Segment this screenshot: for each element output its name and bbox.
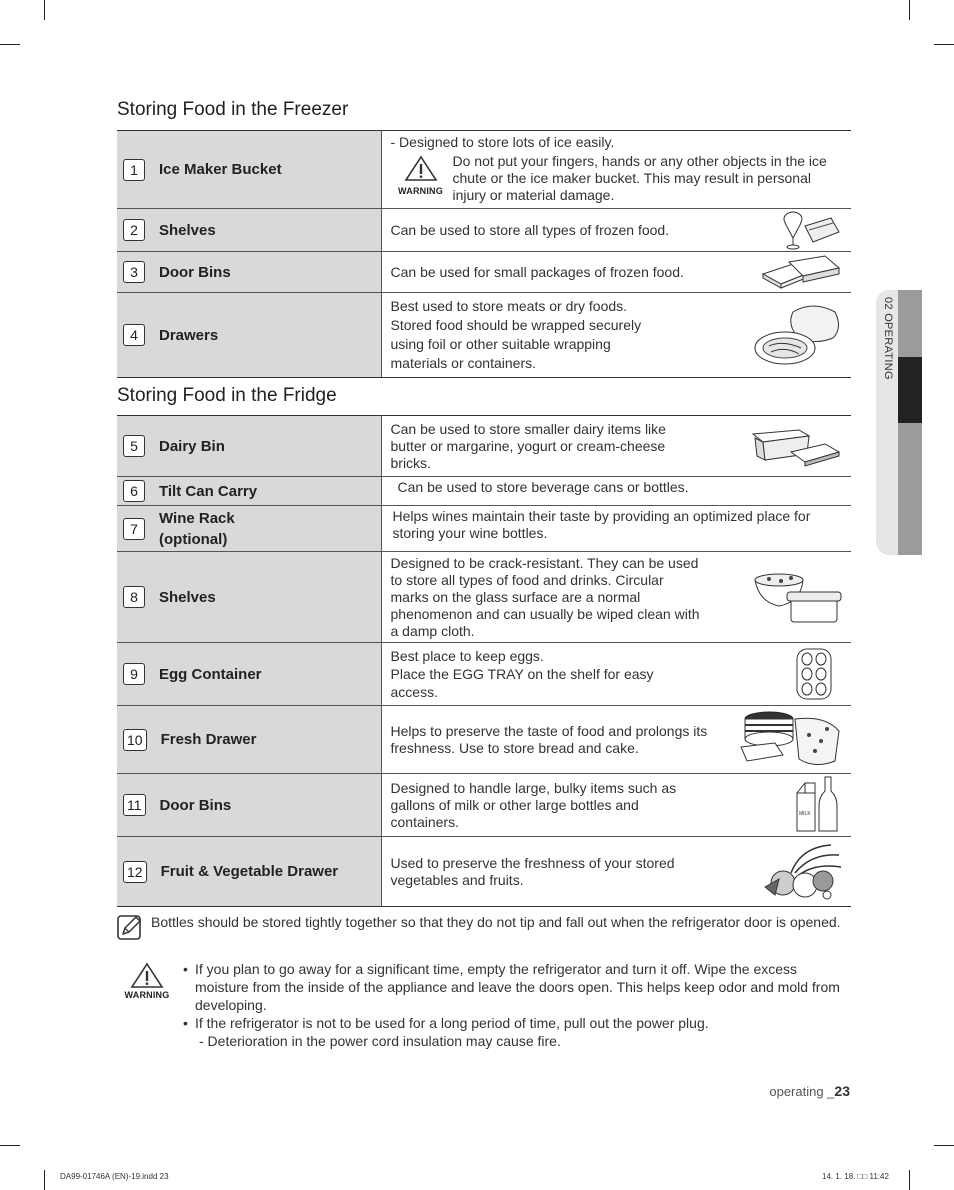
table-row xyxy=(117,131,851,209)
fridge-table xyxy=(117,415,851,907)
item-description: Helps to preserve the taste of food and prolongs its freshness. Use to store bread and cake. xyxy=(390,722,708,756)
milk-carton-label: MILK xyxy=(799,811,811,817)
item-number: 4 xyxy=(123,324,145,346)
item-name: Egg Container xyxy=(159,665,262,683)
item-description: Can be used for small packages of frozen food. xyxy=(390,263,684,280)
item-number: 12 xyxy=(123,861,147,883)
item-description: Helps wines maintain their taste by providing an optimized place for storing your wine bottles. xyxy=(392,508,811,541)
table-row xyxy=(117,252,851,293)
footer-section: operating _ xyxy=(769,1084,835,1099)
row-desc-cell xyxy=(381,131,851,209)
item-number: 10 xyxy=(123,729,147,751)
freezer-table xyxy=(117,130,851,378)
item-description: Can be used to store beverage cans or bottles. xyxy=(397,479,689,495)
item-number: 5 xyxy=(123,435,145,457)
row-label-cell xyxy=(117,552,381,643)
butter-dish-icon xyxy=(751,424,843,468)
item-description: Best place to keep eggs. Place the EGG TRAY on the shelf for easy access. xyxy=(390,648,654,700)
item-description: Designed to be crack-resistant. They can be used to store all types of food and drinks. Circular marks on the glass surface are a normal phenomenon and can usually be wiped clean with a damp cloth. xyxy=(390,554,700,639)
row-desc-cell xyxy=(381,706,851,774)
row-desc-cell xyxy=(381,506,851,552)
row-label-cell xyxy=(117,131,381,209)
item-number: 3 xyxy=(123,261,145,283)
item-number: 11 xyxy=(123,794,146,816)
item-number: 1 xyxy=(123,159,145,181)
item-description: Best used to store meats or dry foods. Stored food should be wrapped securely using foil or other suitable wrapping materials or containers. xyxy=(390,298,642,371)
row-desc-cell xyxy=(381,837,851,907)
page-number: 23 xyxy=(834,1083,850,1099)
item-number: 7 xyxy=(123,518,145,540)
item-name: Drawers xyxy=(159,326,219,344)
item-description: Can be used to store smaller dairy items like butter or margarine, yogurt or cream-cheese bricks. xyxy=(390,420,666,471)
note-text: Bottles should be stored tightly together so that they do not tip and fall out when the refrigerator door is opened. xyxy=(151,914,841,930)
crop-mark xyxy=(909,1170,910,1190)
item-number: 6 xyxy=(123,480,145,502)
freezer-section-title: Storing Food in the Freezer xyxy=(117,99,349,120)
list-item: • If you plan to go away for a significant time, empty the refrigerator and turn it off. Wipe the excess moisture from the inside of the appliance and leave the doors open. This helps keep odor and mold from developing. xyxy=(183,961,840,1013)
item-name: Shelves xyxy=(159,221,216,239)
warning-block xyxy=(117,960,851,1050)
warning-triangle-icon xyxy=(130,962,164,989)
fridge-section-title: Storing Food in the Fridge xyxy=(117,385,337,406)
side-tab-marker xyxy=(898,357,922,423)
ice-cream-icon xyxy=(779,210,843,250)
table-row xyxy=(117,293,851,378)
row-desc-cell xyxy=(381,774,851,837)
item-description: - Designed to store lots of ice easily. xyxy=(390,134,615,150)
item-number: 9 xyxy=(123,663,145,685)
crop-mark xyxy=(44,1170,45,1190)
table-row xyxy=(117,416,851,477)
item-description: Used to preserve the freshness of your stored vegetables and fruits. xyxy=(390,854,675,888)
row-label-cell xyxy=(117,506,381,552)
warning-bullet-text: If the refrigerator is not to be used for a long period of time, pull out the power plug. xyxy=(195,1015,709,1031)
item-number: 2 xyxy=(123,219,145,241)
item-name: Tilt Can Carry xyxy=(159,482,258,500)
table-row xyxy=(117,774,851,837)
warning-text: Do not put your fingers, hands or any other objects in the ice chute or the ice maker bucket. This may result in personal injury or material damage. xyxy=(452,153,827,203)
warning-icon-box xyxy=(117,960,177,1050)
crop-mark xyxy=(934,44,954,45)
item-name: Dairy Bin xyxy=(159,437,225,455)
item-name: Ice Maker Bucket xyxy=(159,161,282,178)
egg-tray-icon xyxy=(783,645,843,703)
warning-label: WARNING xyxy=(398,186,443,196)
item-description: Can be used to store all types of frozen food. xyxy=(390,221,670,238)
row-desc-cell xyxy=(381,643,851,706)
crop-mark xyxy=(909,0,910,20)
cake-icon xyxy=(739,709,843,771)
salad-bowl-icon xyxy=(751,568,843,626)
item-name: Door Bins xyxy=(159,263,231,281)
row-label-cell xyxy=(117,643,381,706)
list-item: • If the refrigerator is not to be used for a long period of time, pull out the power plug. xyxy=(183,1015,709,1031)
warning-subnote: - Deterioration in the power cord insulation may cause fire. xyxy=(199,1033,561,1049)
row-label-cell xyxy=(117,209,381,252)
row-desc-cell xyxy=(381,293,851,378)
table-row xyxy=(117,552,851,643)
table-row xyxy=(117,477,851,506)
warning-bullet-text: If you plan to go away for a significant time, empty the refrigerator and turn it off. Wipe the excess moisture from the inside of the appliance and leave the doors open. This helps keep odor and mold from developing. xyxy=(195,961,840,1013)
crop-mark xyxy=(0,44,20,45)
table-row xyxy=(117,643,851,706)
row-desc-cell xyxy=(381,552,851,643)
row-label-cell xyxy=(117,477,381,506)
item-description: Designed to handle large, bulky items such as gallons of milk or other large bottles and containers. xyxy=(390,779,677,830)
row-desc-cell xyxy=(381,416,851,477)
vegetables-icon xyxy=(761,843,843,901)
row-label-cell xyxy=(117,837,381,907)
row-desc-cell xyxy=(381,252,851,293)
inline-warning xyxy=(391,153,844,204)
page-footer xyxy=(769,1083,850,1099)
wrapped-meat-icon xyxy=(753,302,843,368)
note-block xyxy=(117,913,851,941)
item-name: Door Bins xyxy=(159,796,232,814)
crop-mark xyxy=(934,1145,954,1146)
print-file-info: DA99-01746A (EN)-19.indd 23 xyxy=(60,1172,169,1181)
warning-label: WARNING xyxy=(124,990,170,1000)
table-row xyxy=(117,837,851,907)
row-label-cell xyxy=(117,416,381,477)
row-label-cell xyxy=(117,774,381,837)
row-desc-cell xyxy=(381,209,851,252)
table-row xyxy=(117,506,851,552)
row-label-cell xyxy=(117,293,381,378)
warning-triangle-icon xyxy=(404,155,438,182)
print-timestamp: 14. 1. 18. □□ 11:42 xyxy=(822,1172,889,1181)
milk-bottle-icon xyxy=(793,775,843,835)
warning-icon-box xyxy=(391,153,451,200)
item-name: Fresh Drawer xyxy=(160,731,257,748)
item-name: Fruit & Vegetable Drawer xyxy=(160,863,339,880)
frozen-package-icon xyxy=(759,254,843,290)
row-label-cell xyxy=(117,706,381,774)
crop-mark xyxy=(44,0,45,20)
warning-list xyxy=(183,960,851,1050)
row-desc-cell xyxy=(381,477,851,506)
table-row xyxy=(117,706,851,774)
crop-mark xyxy=(0,1145,20,1146)
item-number: 8 xyxy=(123,586,145,608)
row-label-cell xyxy=(117,252,381,293)
item-name: Wine Rack (optional) xyxy=(159,509,235,548)
note-pencil-icon xyxy=(117,913,143,941)
item-name: Shelves xyxy=(159,588,216,606)
table-row xyxy=(117,209,851,252)
chapter-label: 02 OPERATING xyxy=(882,297,894,380)
